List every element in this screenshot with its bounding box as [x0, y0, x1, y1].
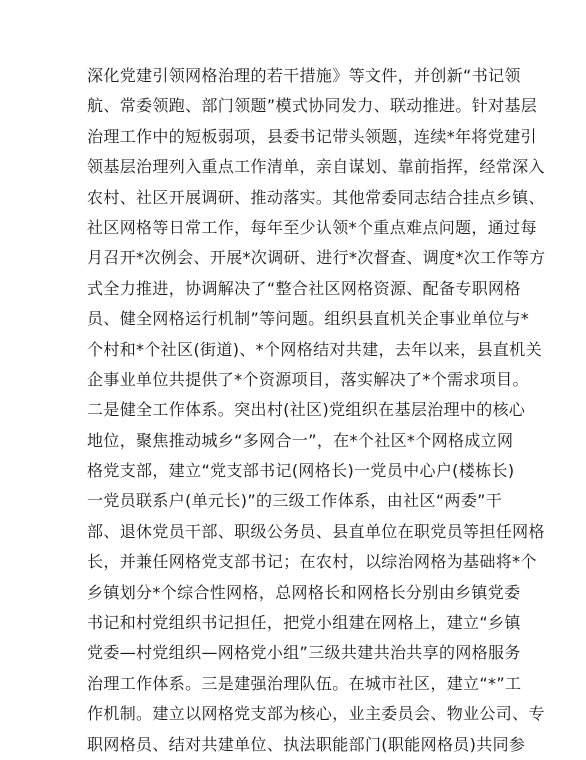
- text-line: 格党支部，建立“党支部书记(网格长)一党员中心户(楼栋长): [87, 461, 515, 481]
- text-line: 式全力推进，协调解决了“整合社区网格资源、配备专职网格: [87, 278, 521, 298]
- text-line: 治理工作中的短板弱项，县委书记带头领题，连续*年将党建引: [87, 126, 537, 146]
- text-line: 职网格员、结对共建单位、执法职能部门(职能网格员)共同参: [87, 734, 526, 754]
- text-line: 员、健全网格运行机制”等问题。组织县直机关企事业单位与*: [87, 309, 530, 329]
- text-line: 作机制。建立以网格党支部为核心，业主委员会、物业公司、专: [87, 704, 545, 724]
- body-text: [87, 61, 546, 760]
- text-line: 农村、社区开展调研、推动落实。其他常委同志结合挂点乡镇、: [87, 187, 545, 207]
- text-line: 航、常委领跑、部门领题”模式协同发力、联动推进。针对基层: [87, 96, 538, 116]
- text-line: 治理工作体系。三是建强治理队伍。在城市社区，建立“*”工: [87, 673, 522, 693]
- text-line: 地位，聚焦推动城乡“多网合一”，在*个社区*个网格成立网: [87, 430, 514, 450]
- text-line: 领基层治理列入重点工作清单，亲自谋划、靠前指挥，经常深入: [87, 157, 545, 177]
- text-line: 党委—村党组织—网格党小组”三级共建共治共享的网格服务: [87, 643, 521, 663]
- text-line: 二是健全工作体系。突出村(社区)党组织在基层治理中的核心: [87, 400, 526, 420]
- text-line: 书记和村党组织书记担任，把党小组建在网格上，建立“乡镇: [87, 613, 521, 633]
- text-line: 个村和*个社区(街道)、*个网格结对共建，去年以来，县直机关: [87, 339, 542, 359]
- text-line: 深化党建引领网格治理的若干措施》等文件，并创新“书记领: [87, 66, 521, 85]
- text-line: 社区网格等日常工作，每年至少认领*个重点难点问题，通过每: [87, 217, 537, 237]
- text-line: 企事业单位共提供了*个资源项目，落实解决了*个需求项目。: [87, 369, 529, 389]
- text-line: 部、退休党员干部、职级公务员、县直单位在职党员等担任网格: [87, 521, 545, 541]
- text-line: 一党员联系户(单元长)”的三级工作体系，由社区“两委”干: [87, 491, 503, 511]
- text-line: 月召开*次例会、开展*次调研、进行*次督查、调度*次工作等方: [87, 248, 546, 268]
- text-line: 乡镇划分*个综合性网格，总网格长和网格长分别由乡镇党委: [87, 582, 521, 602]
- text-line: 长，并兼任网格党支部书记；在农村，以综治网格为基础将*个: [87, 552, 537, 572]
